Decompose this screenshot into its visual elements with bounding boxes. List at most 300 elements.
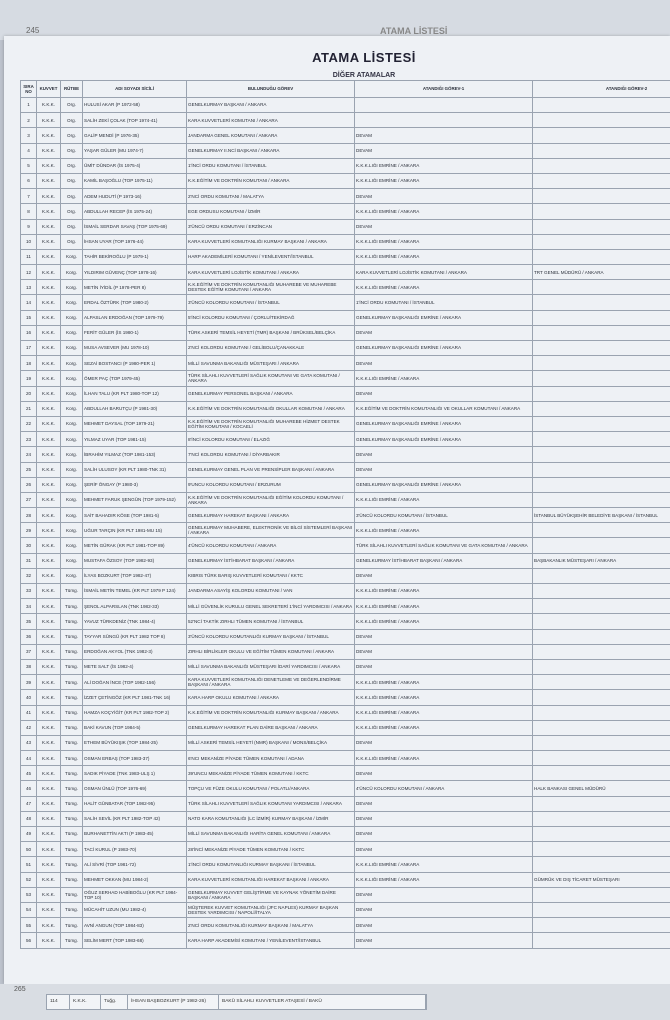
cell-no: 15	[21, 310, 37, 325]
cell-no: 32	[21, 568, 37, 583]
cell-atandigi-2	[533, 933, 670, 948]
cell-bulundugu: 1'İNCİ ORDU KOMUTANI / İSTANBUL	[187, 158, 355, 173]
table-row	[21, 477, 670, 492]
cell-ad: SELİM MERT (TOP 1983-68)	[83, 933, 187, 948]
cell-no: 31	[21, 553, 37, 568]
cell-atandigi-2	[533, 371, 670, 386]
cell-bulundugu: K.K.EĞİTİM VE DOKTRİN KOMUTANLIĞI EĞİTİM KOLORDU KOMUTANI / ANKARA	[187, 492, 355, 507]
cell-atandigi-1: 4'ÜNCÜ KOLORDU KOMUTANI / ANKARA	[355, 781, 533, 796]
cell-no: 47	[21, 796, 37, 811]
table-row	[21, 173, 670, 188]
cell-kuvvet: K.K.K.	[37, 827, 61, 842]
cell-no: 27	[21, 492, 37, 507]
cell-no: 21	[21, 401, 37, 416]
cell-bulundugu: MİLLİ SAVUNMA BAKANLIĞI MÜSTEŞARI İDARİ YARDIMCISI / ANKARA	[187, 659, 355, 674]
cell-kuvvet: K.K.K.	[37, 158, 61, 173]
cell-no: 35	[21, 614, 37, 629]
cell-no: 44	[21, 751, 37, 766]
cell-bulundugu: JANDARMA ASAYİŞ KOLORDU KOMUTANI / VAN	[187, 584, 355, 599]
table-row	[21, 416, 670, 431]
cell-no: 7	[21, 189, 37, 204]
cell-atandigi-2	[533, 675, 670, 690]
cell-ad: MUSTAFA ÖZSOY (TOP 1982-93)	[83, 553, 187, 568]
cell-rutbe: Tümg.	[61, 842, 83, 857]
cell-ad: HAMZA KOÇYİĞİT (KR PLT 1982-TOP 2)	[83, 705, 187, 720]
cell-ad: İLHAN TALU (KR PLT 1980-TOP 12)	[83, 386, 187, 401]
cell-kuvvet: K.K.K.	[37, 720, 61, 735]
cell-ad: ALİ SİVRİ (TOP 1981-72)	[83, 857, 187, 872]
cell-atandigi-1: DEVAM	[355, 659, 533, 674]
cell-kuvvet: K.K.K.	[37, 629, 61, 644]
cell-kuvvet: K.K.K.	[37, 265, 61, 280]
cell-ad: İHSAN UYAR (TOP 1976-44)	[83, 234, 187, 249]
table-row	[21, 796, 670, 811]
cell-no: 25	[21, 462, 37, 477]
cell-atandigi-2	[533, 295, 670, 310]
cell-bulundugu: GENELKURMAY HAREKAT PLAN DAİRE BAŞKANI / ANKARA	[187, 720, 355, 735]
cell-rutbe: Org.	[61, 143, 83, 158]
cell-kuvvet: K.K.K.	[37, 477, 61, 492]
cell-kuvvet: K.K.K.	[37, 280, 61, 295]
cell-rutbe: Tümg.	[61, 811, 83, 826]
table-row	[21, 401, 670, 416]
cell-atandigi-2	[533, 310, 670, 325]
cell-ad: METE SALT (İS 1982-4)	[83, 659, 187, 674]
cell-kuvvet: K.K.K.	[37, 143, 61, 158]
table-row	[21, 933, 670, 948]
cell-kuvvet: K.K.K.	[37, 659, 61, 674]
cell-atandigi-2	[533, 462, 670, 477]
cell-bulundugu: TÜRK ASKERİ TEMSİL HEYETİ (TMR) BAŞKANI / BRÜKSEL/BELÇİKA	[187, 325, 355, 340]
table-row	[21, 128, 670, 143]
cell-no: 6	[21, 173, 37, 188]
cell-kuvvet: K.K.K.	[37, 113, 61, 128]
cell-rutbe: Korg.	[61, 568, 83, 583]
cell-atandigi-2	[533, 447, 670, 462]
cell-no: 5	[21, 158, 37, 173]
cell-bulundugu: K.K.EĞİTİM VE DOKTRİN KOMUTANI / ANKARA	[187, 173, 355, 188]
cell-ad: METİN İYİDİL (P 1978-PER 8)	[83, 280, 187, 295]
cell-atandigi-2	[533, 204, 670, 219]
cell-ad: ABDULLAH BARUTÇU (P 1981-30)	[83, 401, 187, 416]
cell-rutbe: Tümg.	[61, 720, 83, 735]
table-row	[21, 341, 670, 356]
cell-atandigi-2: HALK BANKASI GENEL MÜDÜRÜ	[533, 781, 670, 796]
table-row	[21, 280, 670, 295]
cell-atandigi-1: GENELKURMAY BAŞKANLIĞI EMRİNE / ANKARA	[355, 310, 533, 325]
cell-rutbe: Tümg.	[61, 857, 83, 872]
cell-ad: SADIK PİYADE (TNK 1983-ULŞ 1)	[83, 766, 187, 781]
cell-no: 4	[21, 143, 37, 158]
cell-kuvvet: K.K.K.	[37, 310, 61, 325]
cell-ad: KAMİL BAŞOĞLU (TOP 1975-11)	[83, 173, 187, 188]
cell-kuvvet: K.K.K.	[37, 675, 61, 690]
cell-rutbe: Tümg.	[61, 918, 83, 933]
cell-atandigi-1: DEVAM	[355, 827, 533, 842]
cell-rutbe: Korg.	[61, 477, 83, 492]
cell-atandigi-2	[533, 280, 670, 295]
cell-ad: MEHMET DAYSAL (TOP 1979-21)	[83, 416, 187, 431]
cell-atandigi-2	[533, 234, 670, 249]
cell-kuvvet: K.K.K.	[37, 295, 61, 310]
cell-bulundugu: TOPÇU VE FÜZE OKULU KOMUTANI / POLATLI/ANKARA	[187, 781, 355, 796]
cell-rutbe: Org.	[61, 234, 83, 249]
cell-atandigi-1: K.K.K.LIĞI EMRİNE / ANKARA	[355, 234, 533, 249]
cell-atandigi-2	[533, 644, 670, 659]
cell-bulundugu: 2'NCİ ORDU KOMUTANI / MALATYA	[187, 189, 355, 204]
cell-bulundugu: 6'NCI MEKANİZE PİYADE TÜMEN KOMUTANI / ADANA	[187, 751, 355, 766]
cell-rutbe: Tümg.	[61, 751, 83, 766]
cell-no: 2	[21, 113, 37, 128]
table-row	[21, 751, 670, 766]
cell-kuvvet: K.K.K.	[37, 614, 61, 629]
cell-atandigi-1: K.K.K.LIĞI EMRİNE / ANKARA	[355, 584, 533, 599]
cell-no: 10	[21, 234, 37, 249]
table-row	[21, 872, 670, 887]
cell-ad: ERDOĞAN AKYOL (TNK 1982-3)	[83, 644, 187, 659]
cell-atandigi-2	[533, 735, 670, 750]
table-row	[21, 781, 670, 796]
table-row	[21, 295, 670, 310]
table-row	[21, 508, 670, 523]
cell-bulundugu: MİLLİ ASKERİ TEMSİL HEYETİ (NMR) BAŞKANI / MONS/BELÇİKA	[187, 735, 355, 750]
cell-atandigi-1: DEVAM	[355, 933, 533, 948]
table-row	[21, 189, 670, 204]
cell-atandigi-2	[533, 173, 670, 188]
cell-no: 1	[21, 98, 37, 113]
cell-no: 17	[21, 341, 37, 356]
cell-ad: ETHEM BÜYÜKIŞIK (TOP 1984-25)	[83, 735, 187, 750]
cell-atandigi-2	[533, 219, 670, 234]
cell-rutbe: Tümg.	[61, 584, 83, 599]
cell-ad: İSMAİL SERDAR SAVAŞ (TOP 1975-69)	[83, 219, 187, 234]
cell-kuvvet: K.K.K.	[37, 735, 61, 750]
cell-no: 33	[21, 584, 37, 599]
cell-rutbe: Tümg.	[61, 781, 83, 796]
cell-atandigi-2	[533, 158, 670, 173]
cell-kuvvet: K.K.K.	[37, 386, 61, 401]
cell-atandigi-2	[533, 811, 670, 826]
cell-bulundugu: KARA HARP OKULU KOMUTANI / ANKARA	[187, 690, 355, 705]
cell-atandigi-1: GENELKURMAY BAŞKANLIĞI EMRİNE / ANKARA	[355, 341, 533, 356]
cell-no: 14	[21, 295, 37, 310]
cell-atandigi-1: K.K.K.LIĞI EMRİNE / ANKARA	[355, 614, 533, 629]
table-row	[21, 386, 670, 401]
cell-kuvvet: K.K.K.	[37, 325, 61, 340]
cell-atandigi-1: DEVAM	[355, 356, 533, 371]
cell-atandigi-1: DEVAM	[355, 629, 533, 644]
cell-ad: ERDAL ÖZTÜRK (TOP 1980-2)	[83, 295, 187, 310]
cell-kuvvet: K.K.K.	[37, 902, 61, 917]
cell-bulundugu: MİLLİ GÜVENLİK KURULU GENEL SEKRETERİ 1'İNCİ YARDIMCISI / ANKARA	[187, 599, 355, 614]
cell-ad: TAHİR BEKİROĞLU (P 1979-1)	[83, 249, 187, 264]
cell-no: 53	[21, 887, 37, 902]
cell-atandigi-2	[533, 432, 670, 447]
cell-kuvvet: K.K.K.	[37, 447, 61, 462]
cell-kuvvet: K.K.K.	[37, 751, 61, 766]
table-row	[21, 857, 670, 872]
cell-atandigi-1: DEVAM	[355, 842, 533, 857]
next-page-strip	[0, 984, 670, 1020]
cell-rutbe: Korg.	[61, 523, 83, 538]
cell-kuvvet: K.K.K.	[37, 189, 61, 204]
cell-kuvvet: K.K.K.	[37, 705, 61, 720]
cell-no: 8	[21, 204, 37, 219]
cell-atandigi-1: DEVAM	[355, 462, 533, 477]
cell-rutbe: Tümg.	[61, 629, 83, 644]
cell-bulundugu: 8'İNCİ KOLORDU KOMUTANI / ELAZIĞ	[187, 432, 355, 447]
cell-no: 48	[21, 811, 37, 826]
cell-atandigi-2	[533, 690, 670, 705]
cell-rutbe: Org.	[61, 219, 83, 234]
cell-no: 46	[21, 781, 37, 796]
cell-ad: ALPASLAN ERDOĞAN (TOP 1979-79)	[83, 310, 187, 325]
cell-bulundugu: 2'NCİ KOLORDU KOMUTANI / GELİBOLU/ÇANAKKALE	[187, 341, 355, 356]
cell-ad: BAKİ KAVUN (TOP 1984-5)	[83, 720, 187, 735]
cell-ad: OSMAN ÜNLÜ (TOP 1976-69)	[83, 781, 187, 796]
cell-kuvvet: K.K.K.	[70, 995, 101, 1009]
cell-ad: AVNİ ANGUN (TOP 1984-83)	[83, 918, 187, 933]
cell-kuvvet: K.K.K.	[37, 796, 61, 811]
cell-bulundugu: K.K.EĞİTİM VE DOKTRİN KOMUTANLIĞI MUHAREBE HİZMET DESTEK EĞİTİM KOMUTANI / KOCAELİ	[187, 416, 355, 431]
cell-no: 12	[21, 265, 37, 280]
cell-bulundugu: 2'NCİ ORDU KOMUTANLIĞI KURMAY BAŞKANI / MALATYA	[187, 918, 355, 933]
cell-bulundugu: GENELKURMAY MUHABERE, ELEKTRONİK VE BİLGİ SİSTEMLERİ BAŞKANI / ANKARA	[187, 523, 355, 538]
cell-rutbe: Tümg.	[61, 644, 83, 659]
cell-rutbe: Korg.	[61, 249, 83, 264]
cell-no: 36	[21, 629, 37, 644]
cell-no: 23	[21, 432, 37, 447]
cell-kuvvet: K.K.K.	[37, 492, 61, 507]
cell-bulundugu: 3'ÜNCÜ KOLORDU KOMUTANLIĞI KURMAY BAŞKANI / İSTANBUL	[187, 629, 355, 644]
cell-rutbe: Korg.	[61, 295, 83, 310]
cell-no: 13	[21, 280, 37, 295]
cell-bulundugu: 28'İNCİ MEKANİZE PİYADE TÜMEN KOMUTANI / KKTC	[187, 842, 355, 857]
cell-ad: METİN GÜRAK (KR PLT 1981-TOP 89)	[83, 538, 187, 553]
cell-atandigi-1: K.K.K.LIĞI EMRİNE / ANKARA	[355, 173, 533, 188]
cell-atandigi-2	[533, 599, 670, 614]
table-row	[21, 887, 670, 902]
table-row	[21, 158, 670, 173]
cell-kuvvet: K.K.K.	[37, 538, 61, 553]
cell-atandigi-1: K.K.K.LIĞI EMRİNE / ANKARA	[355, 158, 533, 173]
cell-bulundugu: KARA KUVVETLERİ LOJİSTİK KOMUTANI / ANKARA	[187, 265, 355, 280]
cell-bulundugu: 4'ÜNCÜ KOLORDU KOMUTANI / ANKARA	[187, 538, 355, 553]
cell-rutbe: Tümg.	[61, 887, 83, 902]
table-row	[21, 98, 670, 113]
cell-kuvvet: K.K.K.	[37, 811, 61, 826]
cell-atandigi-2	[533, 386, 670, 401]
cell-kuvvet: K.K.K.	[37, 553, 61, 568]
cell-atandigi-2	[533, 842, 670, 857]
cell-kuvvet: K.K.K.	[37, 872, 61, 887]
cell-atandigi-1: K.K.K.LIĞI EMRİNE / ANKARA	[355, 280, 533, 295]
cell-bulundugu: GENELKURMAY BAŞKANI / ANKARA	[187, 98, 355, 113]
cell-bulundugu: KARA KUVVETLERİ KOMUTANLIĞI DENETLEME VE DEĞERLENDİRME BAŞKANI / ANKARA	[187, 675, 355, 690]
underlying-page	[0, 0, 670, 40]
cell-rutbe: Korg.	[61, 538, 83, 553]
cell-kuvvet: K.K.K.	[37, 432, 61, 447]
table-row	[21, 432, 670, 447]
table-row	[21, 842, 670, 857]
cell-atandigi-1	[355, 113, 533, 128]
table-row	[21, 356, 670, 371]
document-title: ATAMA LİSTESİ	[312, 50, 416, 65]
cell-kuvvet: K.K.K.	[37, 371, 61, 386]
cell-ad: UĞUR TARÇIN (KR PLT 1981-MU 15)	[83, 523, 187, 538]
cell-no: 11	[21, 249, 37, 264]
cell-bulundugu: 52'NCİ TAKTİK ZIRHLI TÜMEN KOMUTANI / İSTANBUL	[187, 614, 355, 629]
cell-kuvvet: K.K.K.	[37, 599, 61, 614]
cell-atandigi-1: K.K.K.LIĞI EMRİNE / ANKARA	[355, 705, 533, 720]
cell-ad: SALİH SEVİL (KR PLT 1982-TOP 42)	[83, 811, 187, 826]
cell-atandigi-1: K.K.K.LIĞI EMRİNE / ANKARA	[355, 857, 533, 872]
table-row	[21, 766, 670, 781]
cell-no: 50	[21, 842, 37, 857]
cell-rutbe: Tümg.	[61, 614, 83, 629]
cell-atandigi-1: K.K.K.LIĞI EMRİNE / ANKARA	[355, 492, 533, 507]
cell-atandigi-1: K.K.K.LIĞI EMRİNE / ANKARA	[355, 751, 533, 766]
cell-bulundugu: NATO KARA KOMUTANLIĞI (LC İZMİR) KURMAY BAŞKANI / İZMİR	[187, 811, 355, 826]
header-atandigi-2: ATANDIĞI GÖREV-2	[533, 81, 670, 98]
table-row	[21, 675, 670, 690]
cell-kuvvet: K.K.K.	[37, 508, 61, 523]
cell-rutbe: Tümg.	[61, 705, 83, 720]
cell-no: 28	[21, 508, 37, 523]
cell-kuvvet: K.K.K.	[37, 204, 61, 219]
cell-atandigi-2	[533, 887, 670, 902]
cell-kuvvet: K.K.K.	[37, 918, 61, 933]
cell-kuvvet: K.K.K.	[37, 857, 61, 872]
cell-atandigi-1: K.K.K.LIĞI EMRİNE / ANKARA	[355, 690, 533, 705]
cell-bulundugu: 3'ÜNCÜ KOLORDU KOMUTANI / İSTANBUL	[187, 295, 355, 310]
cell-atandigi-2	[533, 189, 670, 204]
cell-no: 22	[21, 416, 37, 431]
table-row	[21, 690, 670, 705]
cell-ad: OSMAN ERBAŞ (TOP 1983-37)	[83, 751, 187, 766]
cell-atandigi-2	[533, 523, 670, 538]
cell-no: 19	[21, 371, 37, 386]
cell-atandigi-2: BAŞBAKANLIK MÜSTEŞARI / ANKARA	[533, 553, 670, 568]
cell-bulundugu: TÜRK SİLAHLI KUVVETLERİ SAĞLIK KOMUTANI VE GATA KOMUTANI / ANKARA	[187, 371, 355, 386]
cell-no: 49	[21, 827, 37, 842]
cell-atandigi-1: GENELKURMAY BAŞKANLIĞI EMRİNE / ANKARA	[355, 416, 533, 431]
cell-ad: İZZET ÇETİNGÖZ (KR PLT 1981-TNK 16)	[83, 690, 187, 705]
header-bulundugu: BULUNDUĞU GÖREV	[187, 81, 355, 98]
cell-atandigi-1: DEVAM	[355, 219, 533, 234]
table-row	[21, 629, 670, 644]
cell-no: 38	[21, 659, 37, 674]
cell-rutbe: Korg.	[61, 492, 83, 507]
table-row	[21, 234, 670, 249]
cell-rutbe: Korg.	[61, 325, 83, 340]
cell-ad: İBRAHİM YILMAZ (TOP 1981-153)	[83, 447, 187, 462]
cell-atandigi-1: KARA KUVVETLERİ LOJİSTİK KOMUTANI / ANKARA	[355, 265, 533, 280]
underlying-page-number: 245	[26, 26, 40, 35]
next-page-row	[46, 994, 427, 1010]
cell-kuvvet: K.K.K.	[37, 249, 61, 264]
cell-ad: ADEM HUDUTİ (P 1973-16)	[83, 189, 187, 204]
table-row	[21, 720, 670, 735]
cell-atandigi-1	[355, 98, 533, 113]
cell-bulundugu: GENELKURMAY II.NCİ BAŞKANI / ANKARA	[187, 143, 355, 158]
table-row	[21, 143, 670, 158]
cell-bulundugu: ZIRHLI BİRLİKLER OKULU VE EĞİTİM TÜMEN KOMUTANI / ANKARA	[187, 644, 355, 659]
cell-kuvvet: K.K.K.	[37, 416, 61, 431]
table-row	[21, 265, 670, 280]
cell-rutbe: Tümg.	[61, 766, 83, 781]
cell-atandigi-2	[533, 568, 670, 583]
cell-atandigi-2: İSTANBUL BÜYÜKŞEHİR BELEDİYE BAŞKANI / İSTANBUL	[533, 508, 670, 523]
cell-ad: FERİT GÜLER (İS 1980-1)	[83, 325, 187, 340]
cell-atandigi-1: DEVAM	[355, 128, 533, 143]
cell-kuvvet: K.K.K.	[37, 781, 61, 796]
cell-atandigi-1: K.K.K.LIĞI EMRİNE / ANKARA	[355, 523, 533, 538]
table-row	[21, 811, 670, 826]
cell-rutbe: Korg.	[61, 371, 83, 386]
table-row	[21, 310, 670, 325]
cell-no: 42	[21, 720, 37, 735]
cell-kuvvet: K.K.K.	[37, 887, 61, 902]
cell-kuvvet: K.K.K.	[37, 462, 61, 477]
cell-atandigi-2	[533, 143, 670, 158]
cell-atandigi-2	[533, 629, 670, 644]
cell-atandigi-1: 1'İNCİ ORDU KOMUTANI / İSTANBUL	[355, 295, 533, 310]
cell-no: 55	[21, 918, 37, 933]
table-row	[21, 599, 670, 614]
cell-rutbe: Korg.	[61, 508, 83, 523]
cell-atandigi-1: DEVAM	[355, 796, 533, 811]
cell-no: 52	[21, 872, 37, 887]
cell-kuvvet: K.K.K.	[37, 933, 61, 948]
cell-ad: SEZAİ BOSTANCI (P 1980-PER 1)	[83, 356, 187, 371]
cell-atandigi-2	[533, 325, 670, 340]
table-row	[21, 918, 670, 933]
header-rutbe: RÜTBE	[61, 81, 83, 98]
cell-no: 16	[21, 325, 37, 340]
cell-bulundugu: GENELKURMAY HAREKAT BAŞKANI / ANKARA	[187, 508, 355, 523]
cell-atandigi-2	[533, 918, 670, 933]
cell-bulundugu: MİLLİ SAVUNMA BAKANLIĞI HARİTA GENEL KOMUTANI / ANKARA	[187, 827, 355, 842]
cell-bulundugu: KARA KUVVETLERİ KOMUTANI / ANKARA	[187, 113, 355, 128]
cell-rutbe: Org.	[61, 98, 83, 113]
cell-bulundugu: 5'İNCİ KOLORDU KOMUTANI / ÇORLU/TEKİRDAĞ	[187, 310, 355, 325]
cell-atandigi-1: GENELKURMAY İSTİHBARAT BAŞKANI / ANKARA	[355, 553, 533, 568]
cell-no: 114	[47, 995, 70, 1009]
cell-rutbe: Tümg.	[61, 796, 83, 811]
cell-atandigi-2	[533, 720, 670, 735]
cell-ad: ÜMİT DÜNDAR (İS 1975-4)	[83, 158, 187, 173]
cell-ad: MÜCAHİT UZUN (MU 1982-4)	[83, 902, 187, 917]
table-row	[21, 568, 670, 583]
cell-no: 34	[21, 599, 37, 614]
cell-rutbe: Tümg.	[61, 933, 83, 948]
cell-rutbe: Tümg.	[61, 599, 83, 614]
cell-atandigi-2	[533, 827, 670, 842]
cell-bulundugu: GENELKURMAY PERSONEL BAŞKANI / ANKARA	[187, 386, 355, 401]
cell-atandigi-1: K.K.K.LIĞI EMRİNE / ANKARA	[355, 204, 533, 219]
cell-atandigi-1: GENELKURMAY BAŞKANLIĞI EMRİNE / ANKARA	[355, 432, 533, 447]
header-sira: SIRA NO	[21, 81, 37, 98]
cell-bulundugu: HARP AKADEMİLERİ KOMUTANI / YENİLEVENT/İSTANBUL	[187, 249, 355, 264]
cell-rutbe: Org.	[61, 173, 83, 188]
cell-ad: ÖMER PAÇ (TOP 1979-45)	[83, 371, 187, 386]
cell-ad: ALİ DOĞAN İNCE (TOP 1982-156)	[83, 675, 187, 690]
cell-ad: YILDIRIM GÜVENÇ (TOP 1978-16)	[83, 265, 187, 280]
cell-rutbe: Korg.	[61, 447, 83, 462]
cell-bulundugu: 7'NCİ KOLORDU KOMUTANI / DİYARBAKIR	[187, 447, 355, 462]
cell-kuvvet: K.K.K.	[37, 356, 61, 371]
